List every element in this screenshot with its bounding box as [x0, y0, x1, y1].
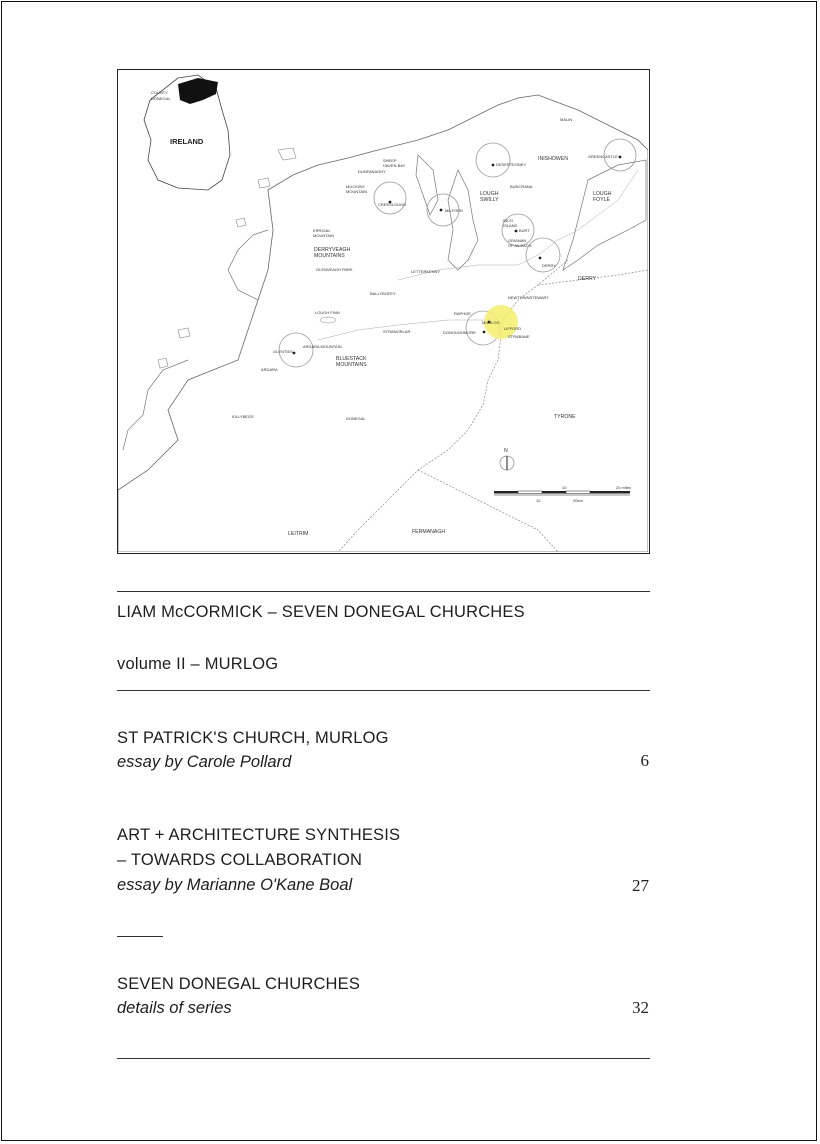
label-glenties: GLENTIES — [273, 349, 293, 354]
label-donegal-town: DONEGAL — [346, 416, 366, 421]
contents-item-3-page: 32 — [632, 998, 649, 1017]
label-bluestack-2: MOUNTAINS — [336, 362, 367, 368]
label-newtown: NEWTOWNSTEWART — [508, 295, 549, 300]
label-donoughmore: DONOUGHMORE — [443, 330, 476, 335]
rule-bottom — [117, 1058, 650, 1059]
label-ardara-mountain: ARDARA MOUNTAIN — [303, 344, 342, 349]
label-muckish: MUCKISH — [346, 184, 365, 189]
scale-10-miles: 10 — [562, 485, 567, 490]
label-fermanagh: FERMANAGH — [412, 529, 446, 535]
label-dunfanaghy: DUNFANAGHY — [358, 169, 386, 174]
label-creeslough: CREESLOUGH — [378, 202, 407, 207]
north-label: N — [504, 448, 508, 454]
label-desertegney: DESERTEGNEY — [496, 162, 527, 167]
label-killybegs: KILLYBEGS — [232, 414, 254, 419]
short-divider — [117, 936, 163, 937]
scale-20-miles: 20 miles — [616, 485, 631, 490]
label-strabane: STRABANE — [508, 334, 530, 339]
contents-item-3-subtitle: details of series — [117, 999, 232, 1017]
label-muckish-2: MOUNTAIN — [346, 189, 368, 194]
label-lough-foyle: LOUGH — [593, 191, 612, 197]
scale-10-km: 10 — [536, 498, 541, 503]
label-derry-county: DERRY — [578, 276, 597, 282]
label-sheephaven-2: HAVEN BAY — [383, 163, 406, 168]
inset-ireland-label: IRELAND — [170, 137, 204, 146]
label-derryveagh-2: MOUNTAINS — [314, 253, 345, 259]
donegal-map — [117, 69, 650, 554]
map-lake-finn — [320, 317, 336, 323]
contents-item-3-title: SEVEN DONEGAL CHURCHES — [117, 975, 361, 993]
label-tyrone: TYRONE — [554, 414, 576, 420]
label-inch: INCH — [503, 218, 513, 223]
label-errigal-2: MOUNTAIN — [313, 233, 335, 238]
label-lifford: LIFFORD — [504, 326, 522, 331]
label-leitrim: LEITRIM — [288, 531, 309, 537]
label-letterkenny: LETTERKENNY — [411, 269, 441, 274]
label-inishowen: INISHOWEN — [538, 156, 568, 162]
label-buncrana: BUNCRANA — [510, 184, 533, 189]
rule-header-bottom — [117, 690, 650, 691]
label-burt: BURT — [519, 228, 530, 233]
label-derryveagh: DERRYVEAGH — [314, 247, 351, 253]
label-stranorlar: STRANORLAR — [383, 329, 411, 334]
contents-item-2-title: ART + ARCHITECTURE SYNTHESIS — [117, 826, 401, 844]
label-malin: MALIN — [560, 117, 573, 122]
label-lough-swilly: LOUGH — [480, 191, 499, 197]
inset-county-label: COUNTY — [151, 90, 168, 95]
contents-item-1-page: 6 — [640, 751, 649, 770]
label-grianan-2: OF AILEACH — [508, 243, 532, 248]
book-title: LIAM McCORMICK – SEVEN DONEGAL CHURCHES — [117, 603, 525, 621]
label-ballybofey: BALLYBOFEY — [370, 291, 396, 296]
label-sheephaven: SHEEP — [383, 158, 397, 163]
label-inch-2: ISLAND — [503, 223, 518, 228]
label-greencastle: GREENCASTLE — [588, 154, 618, 159]
contents-item-2-subtitle: essay by Marianne O'Kane Boal — [117, 876, 353, 894]
rule-top — [117, 591, 650, 592]
label-lough-finn: LOUGH FINN — [315, 310, 340, 315]
label-lough-foyle-2: FOYLE — [593, 197, 611, 203]
contents-item-1-title: ST PATRICK'S CHURCH, MURLOG — [117, 729, 389, 747]
volume-title: volume II – MURLOG — [117, 655, 279, 673]
contents-item-2-page: 27 — [632, 876, 649, 895]
scale-20-km: 20km — [573, 498, 583, 503]
label-milford: MILFORD — [445, 208, 463, 213]
label-errigal: ERRIGAL — [313, 228, 331, 233]
label-grianan: GRIANAN — [508, 238, 527, 243]
map-svg — [118, 70, 648, 552]
label-lough-swilly-2: SWILLY — [480, 197, 499, 203]
label-ardara: ARDARA — [261, 367, 278, 372]
label-raphoe: RAPHOE — [454, 311, 471, 316]
label-bluestack: BLUESTACK — [336, 356, 367, 362]
label-glenveagh: GLENVEAGH PARK — [316, 267, 353, 272]
inset-county-label-2: DONEGAL — [151, 96, 171, 101]
contents-item-2-title-line-2: – TOWARDS COLLABORATION — [117, 851, 363, 869]
contents-item-1-subtitle: essay by Carole Pollard — [117, 753, 292, 771]
label-derry-city: DERRY — [542, 263, 556, 268]
label-murlog: MURLOG — [482, 320, 500, 325]
